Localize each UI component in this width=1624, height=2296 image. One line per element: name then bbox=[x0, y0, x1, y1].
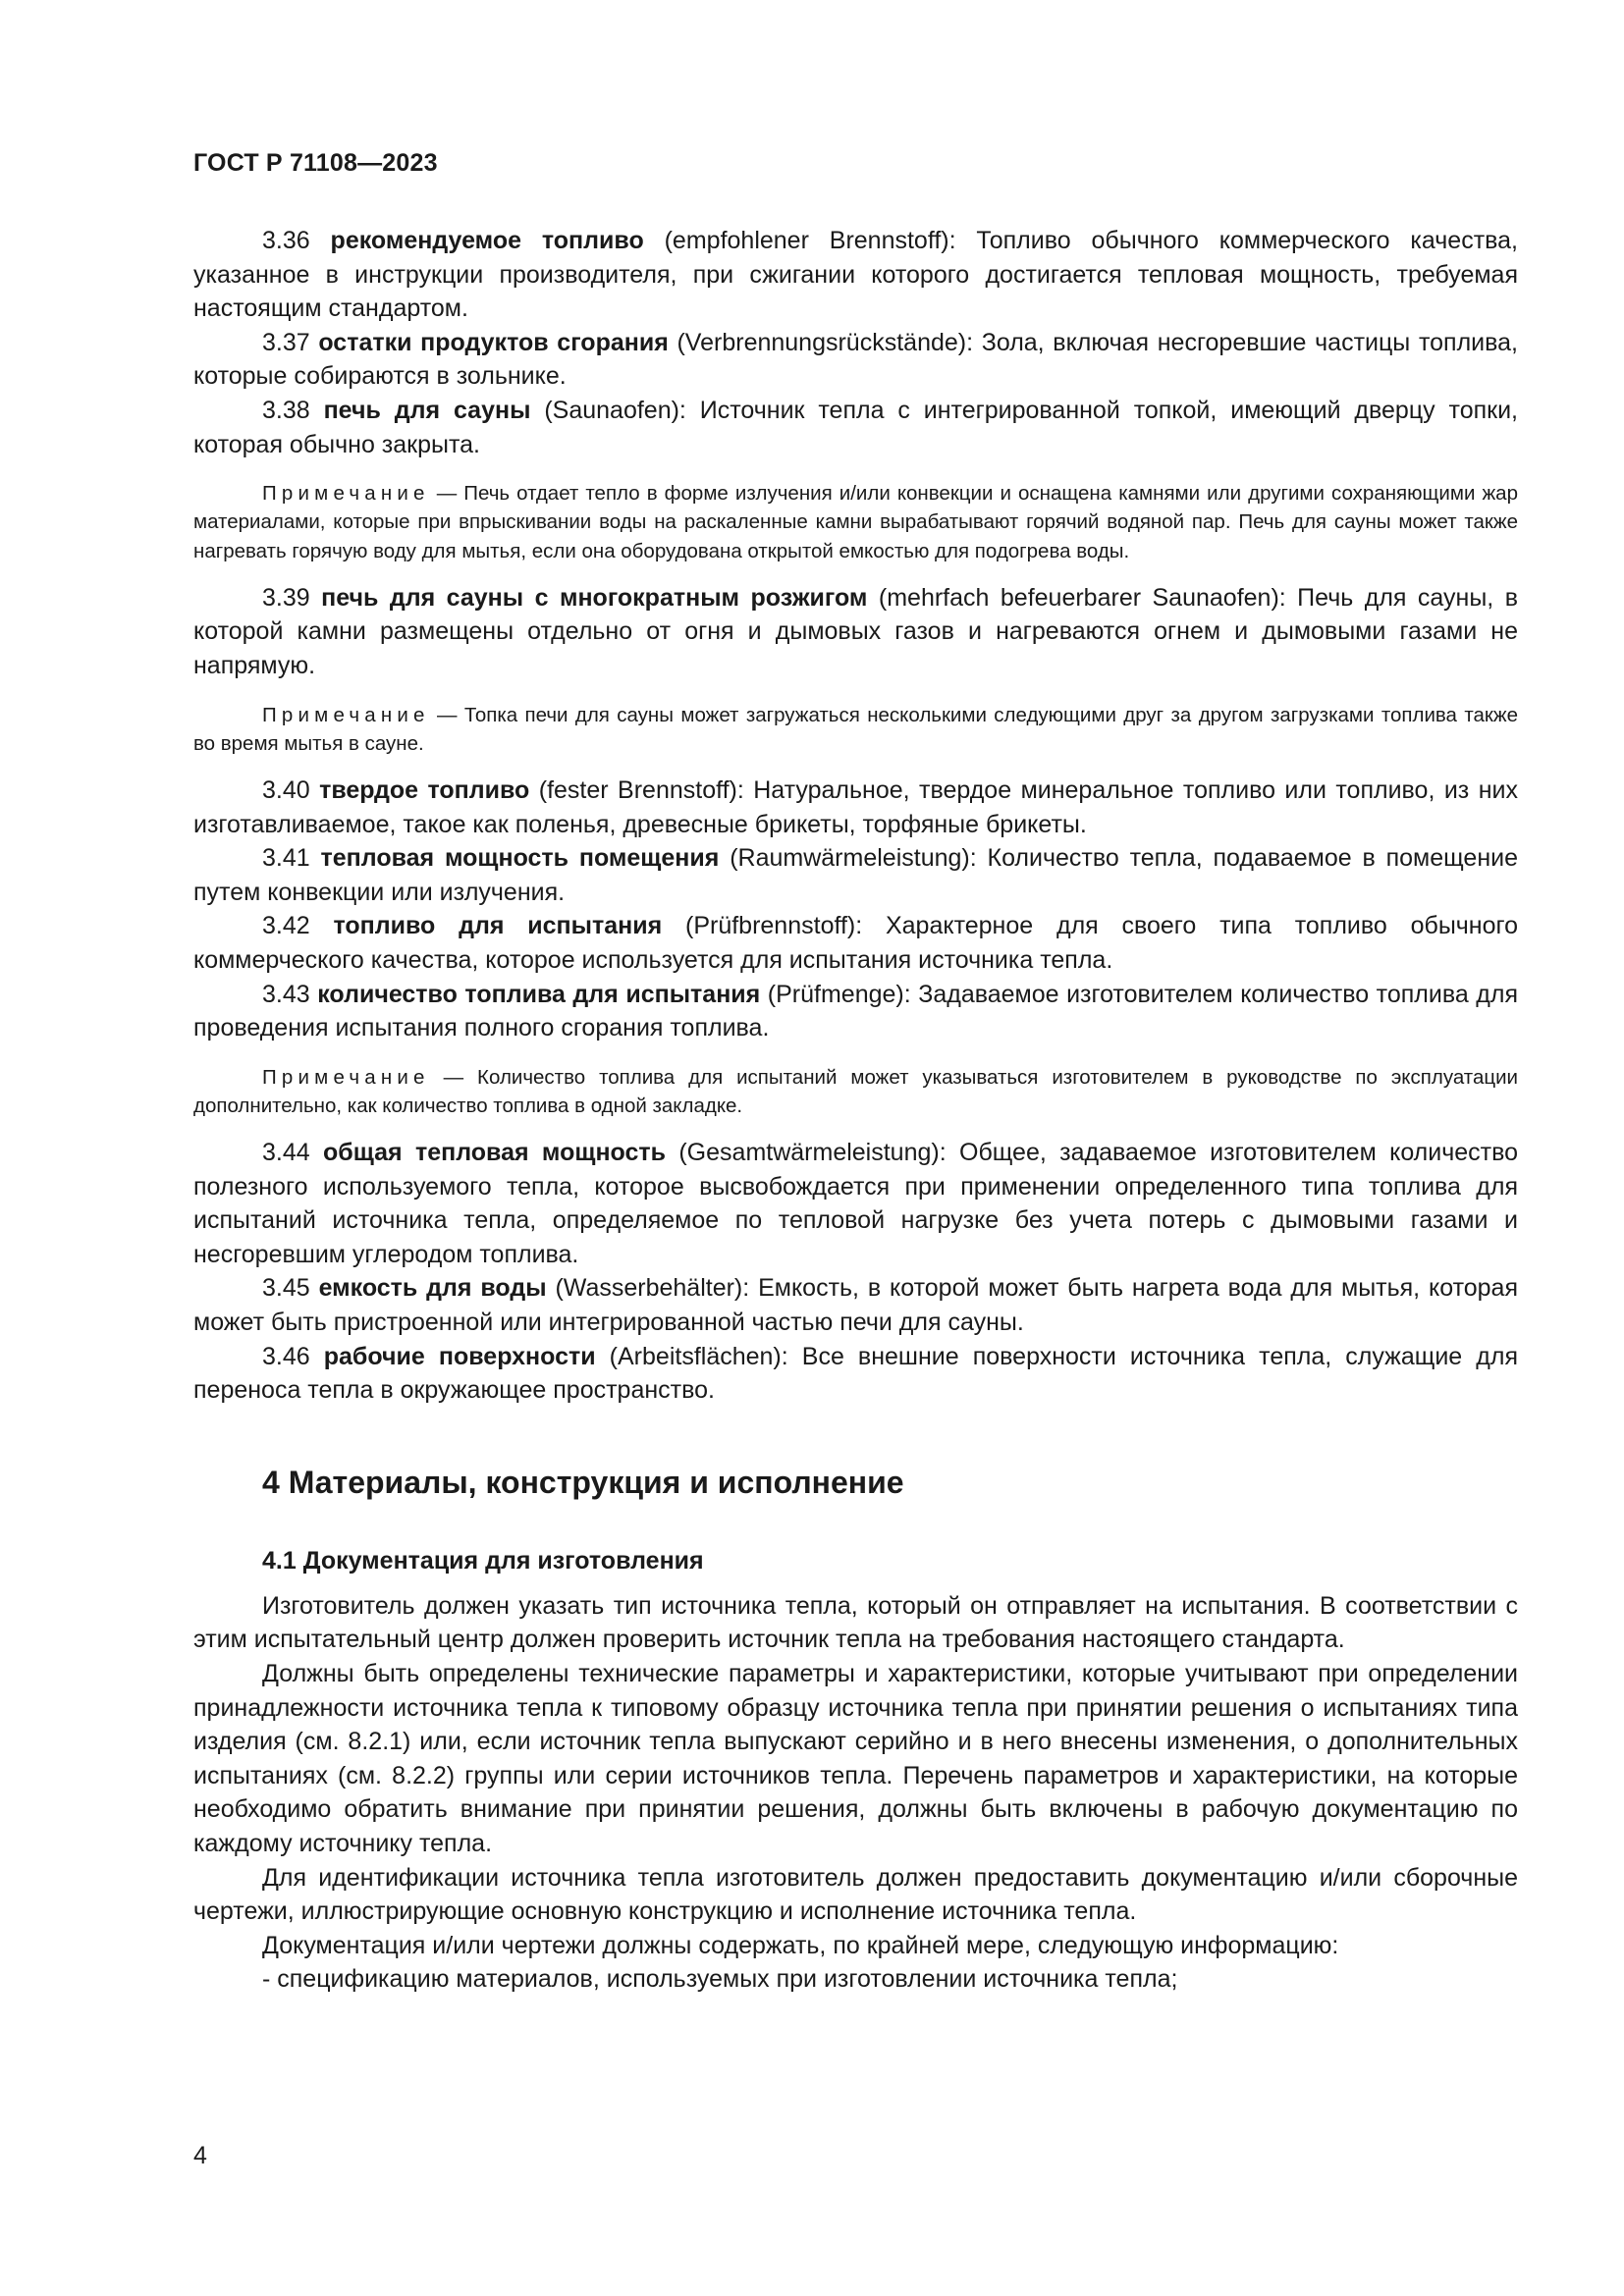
term-3-37 bbox=[193, 326, 1518, 394]
term-title: количество топлива для испытания bbox=[317, 980, 761, 1008]
document-header: ГОСТ Р 71108—2023 bbox=[193, 149, 438, 177]
term-3-42 bbox=[193, 909, 1518, 977]
term-3-41 bbox=[193, 841, 1518, 909]
term-number: 3.44 bbox=[262, 1139, 310, 1167]
term-title: емкость для воды bbox=[318, 1274, 547, 1303]
term-3-45 bbox=[193, 1271, 1518, 1339]
subsection-heading: 4.1 Документация для изготовления bbox=[262, 1546, 704, 1575]
term-3-36 bbox=[193, 224, 1518, 326]
term-number: 3.43 bbox=[262, 980, 310, 1008]
term-definition: (Raumwärmeleistung): Количество тепла, подаваемое в помещение путем конвекции или излучения. bbox=[193, 844, 1519, 906]
term-title: рекомендуемое топливо bbox=[330, 227, 644, 254]
page-content bbox=[193, 224, 1518, 1997]
body-paragraph: Изготовитель должен указать тип источника тепла, который он отправляет на испытания. В соответствии с этим испытательный центр должен проверить источник тепла на требования настоящего стандарта. bbox=[193, 1591, 1518, 1654]
term-title: твердое топливо bbox=[319, 775, 530, 804]
term-title: печь для сауны bbox=[323, 396, 531, 424]
term-number: 3.45 bbox=[262, 1274, 310, 1303]
note-dash: — bbox=[429, 1065, 478, 1089]
term-number: 3.37 bbox=[262, 328, 310, 356]
term-3-44 bbox=[193, 1136, 1518, 1271]
note-dash: — bbox=[429, 703, 464, 726]
note-3 bbox=[193, 1063, 1518, 1120]
list-item: - спецификацию материалов, используемых при изготовлении источника тепла; bbox=[262, 1965, 1178, 1994]
term-definition: (Verbrennungsrückstände): Зола, включая несгоревшие частицы топлива, которые собираются в зольнике. bbox=[193, 328, 1518, 391]
term-title: остатки продуктов сгорания bbox=[318, 328, 669, 356]
term-number: 3.39 bbox=[262, 583, 310, 612]
term-number: 3.46 bbox=[262, 1342, 310, 1370]
note-text: Печь отдает тепло в форме излучения и/или конвекции и оснащена камнями или другими сохраняющими жар материалами, которые при впрыскивании воды на раскаленные камни вырабатывают горячий водяной пар. Печь для сауны может также нагревать горячую воду для мытья, если она оборудована открытой емкостью для подогрева воды. bbox=[193, 482, 1518, 562]
term-definition: (mehrfach befeuerbarer Saunaofen): Печь для сауны, в которой камни размещены отдельно от огня и дымовых газов и нагреваются огнем и дымовыми газами не напрямую. bbox=[193, 583, 1518, 679]
term-title: печь для сауны с многократным розжигом bbox=[321, 583, 868, 612]
term-number: 3.38 bbox=[262, 396, 310, 424]
body-paragraph: Должны быть определены технические параметры и характеристики, которые учитывают при определении принадлежности источника тепла к типовому образцу источника тепла при принятии решения о испытаниях типа изделия (см. 8.2.1) или, если источник тепла выпускают серийно и в него внесены изменения, о дополнительных испытаниях (см. 8.2.2) группы или серии источников тепла. Перечень параметров и характеристики, на которые необходимо обратить внимание при принятии решения, должны быть включены в рабочую документацию по каждому источнику тепла. bbox=[193, 1660, 1518, 1858]
term-title: топливо для испытания bbox=[333, 912, 663, 940]
term-3-46 bbox=[193, 1340, 1518, 1408]
term-title: тепловая мощность помещения bbox=[320, 844, 720, 873]
term-definition: (Wasserbehälter): Емкость, в которой может быть нагрета вода для мытья, которая может быть пристроенной или интегрированной частью печи для сауны. bbox=[193, 1274, 1518, 1337]
term-number: 3.40 bbox=[262, 775, 310, 804]
note-label: Примечание bbox=[262, 482, 430, 506]
note-label: Примечание bbox=[262, 703, 430, 726]
term-3-39 bbox=[193, 581, 1518, 683]
term-definition: (Arbeitsflächen): Все внешние поверхности источника тепла, служащие для переноса тепла в окружающее пространство. bbox=[193, 1342, 1518, 1405]
term-definition: (fester Brennstoff): Натуральное, твердое минеральное топливо или топливо, из них изготавливаемое, такое как поленья, древесные брикеты, торфяные брикеты. bbox=[193, 775, 1518, 838]
note-2 bbox=[193, 701, 1518, 758]
term-title: общая тепловая мощность bbox=[323, 1139, 667, 1167]
term-definition: (empfohlener Brennstoff): Топливо обычного коммерческого качества, указанное в инструкции производителя, при сжигании которого достигается тепловая мощность, требуемая настоящим стандартом. bbox=[193, 227, 1519, 323]
note-label: Примечание bbox=[262, 1065, 430, 1089]
term-definition: (Prüfmenge): Задаваемое изготовителем количество топлива для проведения испытания полного сгорания топлива. bbox=[193, 980, 1518, 1042]
term-title: рабочие поверхности bbox=[323, 1342, 596, 1370]
term-number: 3.36 bbox=[262, 227, 310, 254]
note-text: Количество топлива для испытаний может указываться изготовителем в руководстве по эксплуатации дополнительно, как количество топлива в одной закладке. bbox=[193, 1065, 1518, 1117]
term-number: 3.42 bbox=[262, 912, 310, 940]
term-definition: (Gesamtwärmeleistung): Общее, задаваемое изготовителем количество полезного используемого тепла, которое высвобождается при применении определенного типа топлива для испытаний источника тепла, определяемое по тепловой нагрузке без учета потерь с дымовыми газами и несгоревшим углеродом топлива. bbox=[193, 1139, 1519, 1268]
term-3-40 bbox=[193, 774, 1518, 841]
term-3-43 bbox=[193, 978, 1518, 1045]
term-definition: (Prüfbrennstoff): Характерное для своего типа топливо обычного коммерческого качества, которое используется для испытания источника тепла. bbox=[193, 912, 1518, 974]
body-paragraph: Документация и/или чертежи должны содержать, по крайней мере, следующую информацию: bbox=[262, 1931, 1339, 1959]
note-text: Топка печи для сауны может загружаться несколькими следующими друг за другом загрузками топлива также во время мытья в сауне. bbox=[193, 703, 1518, 755]
note-1 bbox=[193, 479, 1518, 565]
body-paragraph: Для идентификации источника тепла изготовитель должен предоставить документацию и/или сборочные чертежи, иллюстрирующие основную конструкцию и исполнение источника тепла. bbox=[193, 1863, 1518, 1926]
note-dash: — bbox=[429, 482, 464, 506]
term-number: 3.41 bbox=[262, 844, 310, 873]
term-3-38 bbox=[193, 394, 1518, 461]
page-number: 4 bbox=[193, 2142, 207, 2169]
term-definition: (Saunaofen): Источник тепла с интегрированной топкой, имеющий дверцу топки, которая обычно закрыта. bbox=[193, 396, 1518, 458]
section-heading: 4 Материалы, конструкция и исполнение bbox=[262, 1464, 904, 1500]
